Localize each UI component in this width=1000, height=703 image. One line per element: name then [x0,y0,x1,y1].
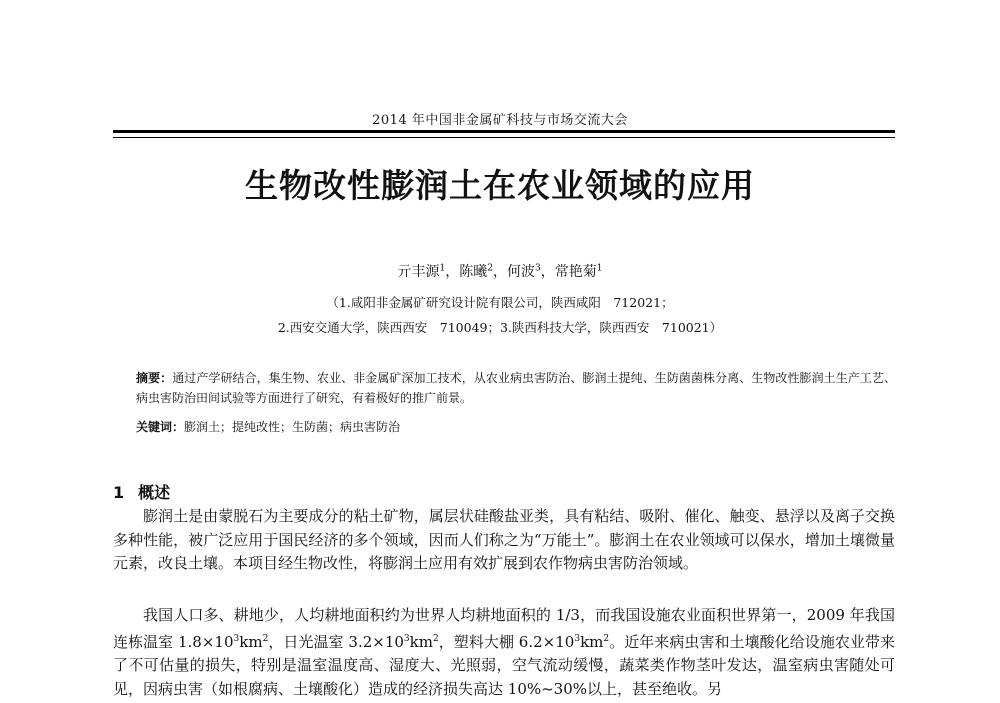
exponent: 3 [403,633,410,644]
body-paragraph-2 [113,604,895,702]
affiliation-line-1: （1.咸阳非金属矿研究设计院有限公司，陕西咸阳 712021； [326,295,674,310]
section-heading [113,480,170,503]
author-name: 亓丰源 [397,264,440,280]
abstract-text: 通过产学研结合，集生物、农业、非金属矿深加工技术，从农业病虫害防治、膨润土提纯、生防菌菌株分离、生物改性膨润土生产工艺、病虫害防治田间试验等方面进行了研究，有着极好的推广前景。 [136,371,896,405]
author-affiliation-mark: 3 [535,263,541,274]
para-text: 。近年来病虫害和土壤酸化给设施农业带来了不可估量的损失，特别是温室温度高、湿度大、光照弱，空气流动缓慢，蔬菜类作物茎叶发达，温室病虫害随处可见，因病虫害（如根腐病、土壤酸化）造成的经济损失高达 10%~30%以上，甚至绝收。另 [113,632,896,699]
author-affiliation-mark: 2 [487,263,493,274]
exponent: 2 [262,633,269,644]
paper-title: 生物改性膨润土在农业领域的应用 [245,166,755,205]
exponent: 3 [574,633,581,644]
abstract [136,368,896,408]
author-affiliation-mark: 1 [596,263,603,274]
section-number: 1 [113,483,125,502]
exponent: 2 [432,633,439,644]
exponent: 3 [233,633,240,644]
exponent: 2 [603,633,610,644]
conference-header: 2014 年中国非金属矿科技与市场交流大会 [372,113,628,128]
header-rule-thick [113,130,895,133]
unit-text: km [239,632,263,651]
header-rule-thin [113,137,895,138]
para-text: ，日光温室 3.2×10 [268,632,404,651]
author-name: 陈曦 [459,264,488,280]
author-list: 亓丰源$^1$，陈曦$^2$，何波$^3$，常艳菊$^1$ [397,263,603,280]
para-text: ，塑料大棚 6.2×10 [438,632,575,651]
author-name: 何波 [507,264,535,280]
author-name: 常艳菊 [554,264,597,280]
abstract-label: 摘要： [136,371,173,385]
keywords-label: 关键词： [136,420,185,434]
body-paragraph-1: 膨润土是由蒙脱石为主要成分的粘土矿物，属层状硅酸盐亚类，具有粘结、吸附、催化、触变、悬浮以及离子交换多种性能，被广泛应用于国民经济的多个领域，因而人们称之为“万能土”。膨润土在农业领域可以保水，增加土壤微量元素，改良土壤。本项目经生物改性，将膨润土应用有效扩展到农作物病虫害防治领域。 [113,507,895,573]
author-affiliation-mark: 1 [439,263,446,274]
keywords-text: 膨润土；提纯改性；生防菌；病虫害防治 [184,420,401,434]
para-text: 我国人口多、耕地少，人均耕地面积约为世界人均耕地面积的 1/3，而我国设施农业面积世界第一，2009 年我国连栋温室 1.8×10 [113,606,895,651]
affiliation-line-2: 2.西安交通大学，陕西西安 710049；3.陕西科技大学，陕西西安 710021） [277,320,723,335]
keywords [136,418,896,435]
unit-text: km [409,632,433,651]
section-title: 概述 [138,483,171,502]
unit-text: km [580,632,604,651]
